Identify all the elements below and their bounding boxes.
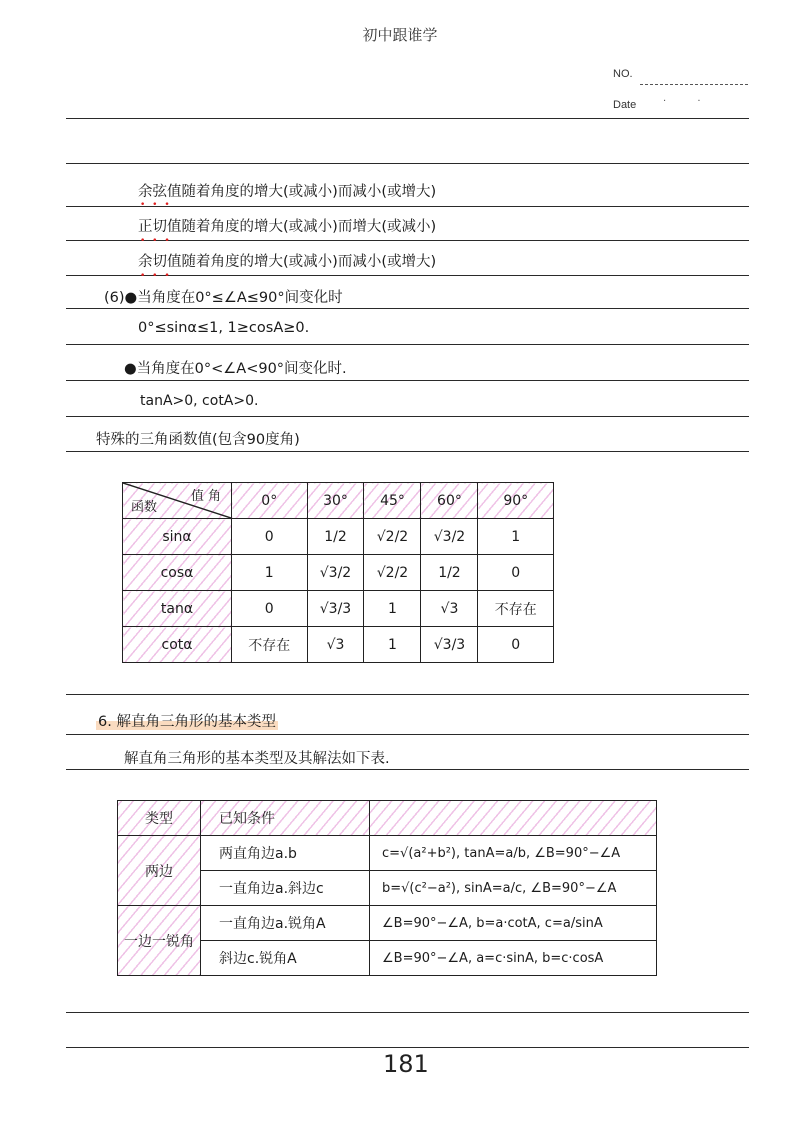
condition-cell: 一直角边a.锐角A (201, 906, 370, 941)
note-special-values-heading: 特殊的三角函数值(包含90度角) (96, 432, 300, 448)
no-label: NO. (613, 68, 633, 80)
ruled-line (66, 308, 749, 309)
emphasis-dots: • • • (140, 271, 172, 281)
table-cell: 1 (232, 555, 308, 591)
table-cell: √3/2 (307, 555, 364, 591)
table-row (123, 519, 554, 555)
ruled-line (66, 416, 749, 417)
corner-label-bottom: 函数 (131, 500, 158, 515)
type-side-angle: 一边一锐角 (118, 906, 201, 976)
table-row (118, 836, 657, 871)
solve-types-table (117, 800, 657, 976)
angle-header: 90° (478, 483, 554, 519)
table-row (118, 906, 657, 941)
condition-cell: 斜边c.锐角A (201, 941, 370, 976)
solution-cell: b=√(c²−a²), sinA=a/c, ∠B=90°−∠A (370, 871, 657, 906)
table-cell: √2/2 (364, 555, 421, 591)
column-header-condition: 已知条件 (201, 801, 370, 836)
ruled-line (66, 344, 749, 345)
table-cell: √3 (307, 627, 364, 663)
table-corner-cell (123, 483, 232, 519)
table-cell: 1/2 (307, 519, 364, 555)
type-two-sides: 两边 (118, 836, 201, 906)
ruled-line (66, 734, 749, 735)
angle-header: 0° (232, 483, 308, 519)
table-cell: √2/2 (364, 519, 421, 555)
solution-cell: ∠B=90°−∠A, b=a·cotA, c=a/sinA (370, 906, 657, 941)
table-cell: 1 (364, 591, 421, 627)
ruled-line (66, 380, 749, 381)
note-range-values: 0°≤sinα≤1, 1≥cosA≥0. (138, 320, 310, 336)
ruled-line (66, 694, 749, 695)
note-open-range-values: tanA>0, cotA>0. (140, 393, 259, 409)
function-name: cotα (123, 627, 232, 663)
condition-cell: 两直角边a.b (201, 836, 370, 871)
condition-cell: 一直角边a.斜边c (201, 871, 370, 906)
table-cell: 1 (478, 519, 554, 555)
note-tangent-trend: 正切值随着角度的增大(或减小)而增大(或减小) (138, 219, 437, 235)
emphasis-dots: • • • (140, 236, 172, 246)
ruled-line (66, 1012, 749, 1013)
note-open-range-intro: ●当角度在0°<∠A<90°间变化时. (124, 361, 347, 377)
function-name: tanα (123, 591, 232, 627)
ruled-line (66, 118, 749, 119)
note-range-intro: (6)●当角度在0°≤∠A≤90°间变化时 (104, 290, 343, 306)
section-subtitle: 解直角三角形的基本类型及其解法如下表. (124, 751, 390, 767)
date-label: Date (613, 99, 637, 111)
table-cell: 0 (232, 519, 308, 555)
table-cell: √3 (421, 591, 478, 627)
date-dots: · · (663, 96, 715, 107)
note-cosine-trend: 余弦值随着角度的增大(或减小)而减小(或增大) (138, 184, 437, 200)
table-cell: 0 (478, 555, 554, 591)
note-cotangent-trend: 余切值随着角度的增大(或减小)而减小(或增大) (138, 254, 437, 270)
function-name: sinα (123, 519, 232, 555)
table-cell: 0 (232, 591, 308, 627)
page-number: 181 (383, 1050, 429, 1078)
corner-label-top: 值 角 (190, 489, 221, 504)
trig-values-table (122, 482, 554, 663)
table-cell: √3/2 (421, 519, 478, 555)
angle-header: 30° (307, 483, 364, 519)
function-name: cosα (123, 555, 232, 591)
page-header: 初中跟谁学 (362, 26, 438, 44)
table-cell: 1 (364, 627, 421, 663)
angle-header: 60° (421, 483, 478, 519)
section-title: 6. 解直角三角形的基本类型 (98, 714, 276, 730)
ruled-line (66, 163, 749, 164)
table-cell: 0 (478, 627, 554, 663)
table-row (123, 627, 554, 663)
angle-header: 45° (364, 483, 421, 519)
solution-cell: c=√(a²+b²), tanA=a/b, ∠B=90°−∠A (370, 836, 657, 871)
table-cell: √3/3 (307, 591, 364, 627)
ruled-line (66, 1047, 749, 1048)
solution-cell: ∠B=90°−∠A, a=c·sinA, b=c·cosA (370, 941, 657, 976)
column-header-solution (370, 801, 657, 836)
ruled-line (66, 769, 749, 770)
table-cell: 1/2 (421, 555, 478, 591)
no-dotted-line (640, 84, 748, 85)
table-row (123, 555, 554, 591)
ruled-line (66, 451, 749, 452)
table-row (123, 591, 554, 627)
table-cell: √3/3 (421, 627, 478, 663)
table-cell: 不存在 (478, 591, 554, 627)
emphasis-dots: • • • (140, 200, 172, 210)
table-cell: 不存在 (232, 627, 308, 663)
table-header-row (118, 801, 657, 836)
column-header-type: 类型 (118, 801, 201, 836)
